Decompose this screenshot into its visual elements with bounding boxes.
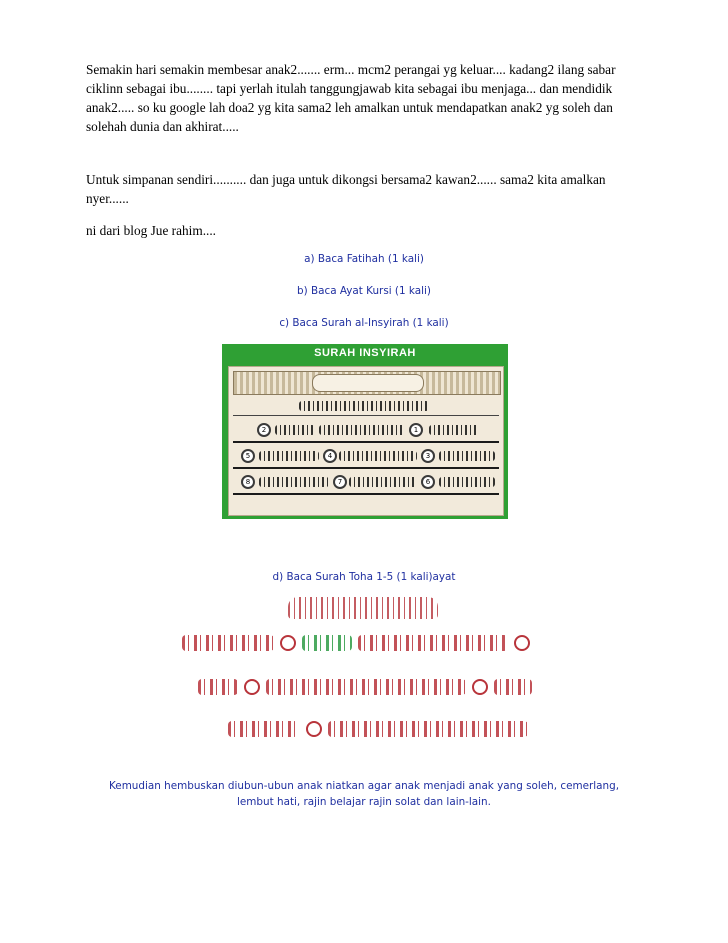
surah-toha-image xyxy=(178,595,550,765)
source-paragraph: ni dari blog Jue rahim.... xyxy=(86,223,216,238)
arabic-script xyxy=(439,451,495,461)
step-d: d) Baca Surah Toha 1-5 (1 kali)ayat xyxy=(272,571,456,583)
toha-basmala-script xyxy=(288,597,438,619)
arabic-script xyxy=(259,477,329,487)
arabic-script xyxy=(339,451,417,461)
step-c: c) Baca Surah al-Insyirah (1 kali) xyxy=(279,317,449,329)
toha-verse-row xyxy=(178,715,550,743)
closing-instruction: Kemudian hembuskan diubun-ubun anak niatkan agar anak menjadi anak yang soleh, cemerlang, lembut hati, rajin belajar rajin solat dan lain-lain. xyxy=(109,780,619,808)
toha-verse-row xyxy=(178,629,550,657)
insyirah-panel xyxy=(228,366,504,516)
step-a: a) Baca Fatihah (1 kali) xyxy=(304,253,424,265)
arabic-script xyxy=(319,425,405,435)
ayah-marker: 8 xyxy=(241,475,255,489)
ayah-marker: 5 xyxy=(241,449,255,463)
arabic-script xyxy=(429,425,479,435)
step-b: b) Baca Ayat Kursi (1 kali) xyxy=(297,285,431,297)
ayah-marker: 2 xyxy=(257,423,271,437)
ayah-marker: 1 xyxy=(409,423,423,437)
insyirah-image-title: SURAH INSYIRAH xyxy=(314,347,416,359)
toha-verse-row xyxy=(178,673,550,701)
arabic-script xyxy=(349,477,417,487)
basmala-script xyxy=(299,401,429,411)
arabic-script xyxy=(259,451,319,461)
share-paragraph: Untuk simpanan sendiri.......... dan juga untuk dikongsi bersama2 kawan2...... sama2 kita amalkan nyer...... xyxy=(86,172,606,206)
ayah-marker: 7 xyxy=(333,475,347,489)
arabic-script xyxy=(439,477,495,487)
intro-paragraph: Semakin hari semakin membesar anak2....... erm... mcm2 perangai yg keluar.... kadang2 ilang sabar ciklinn sebagai ibu........ tapi yerlah itulah tanggungjawab kita sebagai ibu menjaga... dan mendidik anak2..... so ku google lah doa2 yg kita sama2 leh amalkan untuk mendapatkan anak2 yg soleh dan solehah dunia dan akhirat..... xyxy=(86,62,616,134)
arabic-script xyxy=(275,425,315,435)
ayah-marker: 3 xyxy=(421,449,435,463)
ayah-marker: 6 xyxy=(421,475,435,489)
ayah-marker: 4 xyxy=(323,449,337,463)
surah-insyirah-image xyxy=(222,344,508,519)
surah-name-banner xyxy=(233,371,501,395)
